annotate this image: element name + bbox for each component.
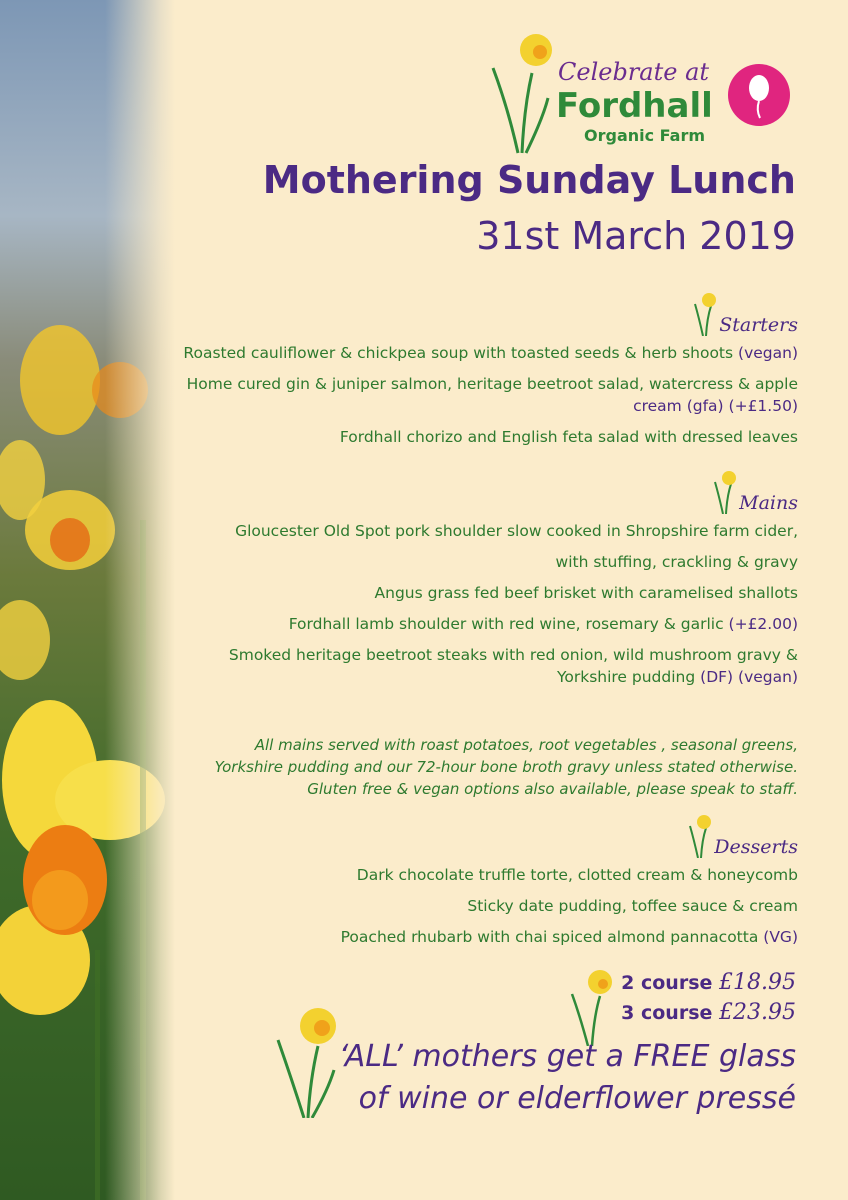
menu-item [183,373,798,417]
daffodil-icon [276,1000,346,1118]
starters-heading [183,292,798,336]
price-three-course [621,998,796,1028]
free-wine-offer [339,1036,796,1120]
price-amount: £18.95 [719,970,796,995]
note-line: Gluten free & vegan options also available, please speak to staff. [307,780,798,798]
desserts-section [341,814,798,957]
item-text: Roasted cauliflower & chickpea soup with toasted seeds & herb shoots [183,344,734,362]
balloon-icon-art [728,64,790,126]
menu-item [341,926,798,948]
desserts-heading [341,814,798,858]
menu-item [183,426,798,448]
item-text: Sticky date pudding, toffee sauce & cream [467,897,798,915]
daffodil-icon [713,470,737,514]
item-text: Yorkshire pudding [556,668,696,686]
mains-note [215,734,798,800]
logo-organic-text: Organic Farm [584,126,706,145]
note-line: All mains served with roast potatoes, root vegetables , seasonal greens, [254,736,798,754]
offer-line: of wine or elderflower pressé [358,1081,796,1116]
menu-item [229,551,798,573]
daffodil-photo-art [0,0,175,1200]
price-label: 2 course [621,972,713,994]
fordhall-logo [488,28,808,158]
item-tag: (VG) [763,928,798,946]
logo-farm-name: Fordhall [556,86,713,126]
price-amount: £23.95 [719,1000,796,1025]
menu-item [341,864,798,886]
event-date: 31st March 2019 [476,214,796,258]
item-text: Dark chocolate truffle torte, clotted cream & honeycomb [356,866,798,884]
menu-item [229,520,798,542]
price-list [621,968,796,1028]
daffodil-photo [0,0,175,1200]
item-text: Fordhall lamb shoulder with red wine, rosemary & garlic [288,615,724,633]
desserts-heading-text: Desserts [714,836,798,858]
price-two-course [621,968,796,998]
starters-heading-text: Starters [719,314,798,336]
menu-item [229,582,798,604]
item-text: cream [633,397,682,415]
item-text: with stuffing, crackling & gravy [555,553,798,571]
item-text: Angus grass fed beef brisket with caramelised shallots [374,584,798,602]
starters-section [183,292,798,457]
logo-daffodil-icon [488,28,558,158]
mains-heading [229,470,798,514]
daffodil-icon [570,966,616,1046]
mains-heading-text: Mains [739,492,798,514]
daffodil-icon [688,814,712,858]
item-text: Poached rhubarb with chai spiced almond pannacotta [340,928,759,946]
price-label: 3 course [621,1002,713,1024]
offer-line: ‘ALL’ mothers get a FREE glass [338,1039,796,1074]
item-tag: (vegan) [738,344,798,362]
item-text: Home cured gin & juniper salmon, heritage beetroot salad, watercress & apple [186,375,798,393]
page-title: Mothering Sunday Lunch [262,158,796,202]
item-text: Fordhall chorizo and English feta salad with dressed leaves [339,428,798,446]
note-line: Yorkshire pudding and our 72-hour bone broth gravy unless stated otherwise. [214,758,798,776]
daffodil-icon [693,292,717,336]
logo-script-text: Celebrate at [558,58,710,86]
item-text: Gloucester Old Spot pork shoulder slow cooked in Shropshire farm cider, [235,522,798,540]
item-tag: (DF) (vegan) [700,668,798,686]
menu-item [341,895,798,917]
menu-item [229,613,798,635]
item-tag: (gfa) (+£1.50) [686,397,798,415]
mains-section [229,470,798,697]
item-text: Smoked heritage beetroot steaks with red onion, wild mushroom gravy & [228,646,798,664]
balloon-icon [728,64,790,126]
menu-item [229,644,798,688]
item-tag: (+£2.00) [728,615,798,633]
menu-item [183,342,798,364]
